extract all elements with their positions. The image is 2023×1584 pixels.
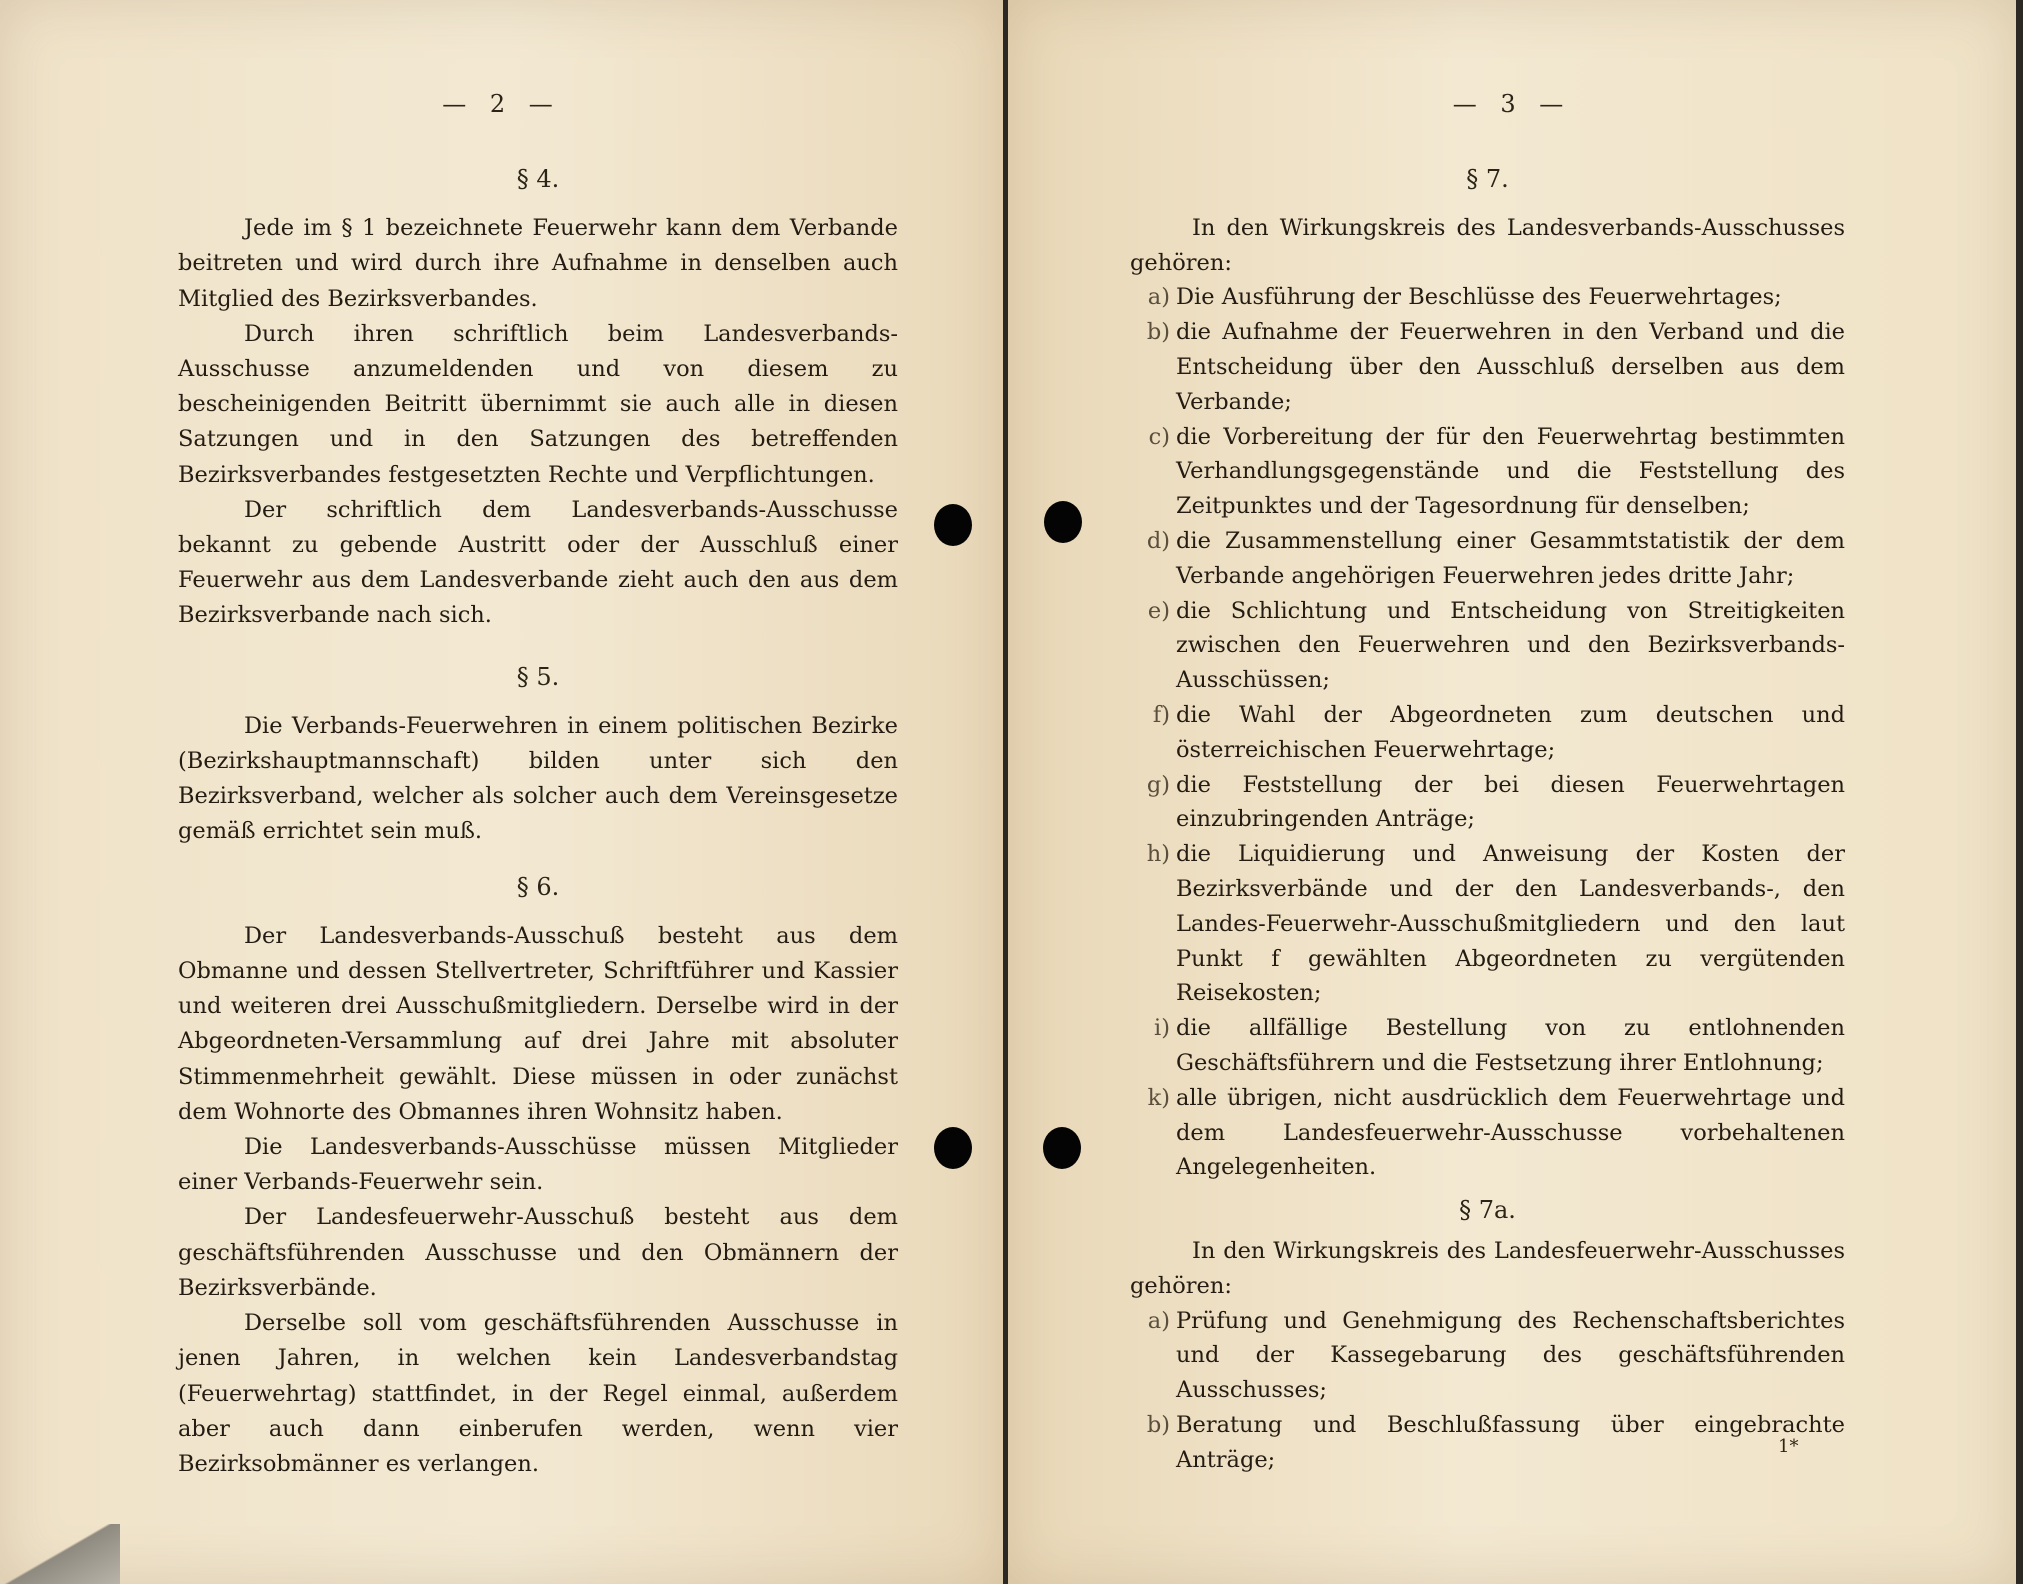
- punch-hole: [1044, 501, 1082, 543]
- section-6-heading: § 6.: [516, 872, 560, 901]
- section-5-paragraph-1: Die Verbands-Feuerwehren in einem politischen Bezirke (Bezirkshauptmannschaft) bilden unter sich den Bezirksverband, welcher als solcher auch dem Vereinsgesetze gemäß errichtet sein muß.: [178, 712, 898, 845]
- section-7a-list: [1130, 1304, 1845, 1478]
- list-item: b) die Aufnahme der Feuerwehren in den Verband und die Entscheidung über den Ausschluß derselben aus dem Verbande;: [1146, 319, 1845, 415]
- section-6-paragraph-3: Der Landesfeuerwehr-Ausschuß besteht aus dem geschäftsführenden Ausschusse und den Obmännern der Bezirksverbände.: [178, 1204, 898, 1301]
- list-item: h) die Liquidierung und Anweisung der Kosten der Bezirksverbände und der den Landesverbands-, den Landes-Feuerwehr-Ausschußmitgliedern und den laut Punkt f gewählten Abgeordneten zu vergütenden Reisekosten;: [1146, 841, 1845, 1007]
- list-item: c) die Vorbereitung der für den Feuerwehrtag bestimmten Verhandlungsgegenstände und die Feststellung des Zeitpunktes und der Tagesordnung für denselben;: [1148, 423, 1845, 520]
- section-7a-heading: § 7a.: [1459, 1196, 1516, 1225]
- signature-mark: 1*: [1778, 1436, 1799, 1457]
- list-item: f) die Wahl der Abgeordneten zum deutschen und österreichischen Feuerwehrtage;: [1152, 701, 1845, 763]
- section-4-heading: § 4.: [516, 165, 560, 193]
- list-item: d) die Zusammenstellung einer Gesammtstatistik der dem Verbande angehörigen Feuerwehren jedes dritte Jahr;: [1146, 527, 1845, 589]
- section-7a-intro: In den Wirkungskreis des Landesfeuerwehr-Ausschusses gehören:: [1130, 1237, 1845, 1299]
- list-item: a) Prüfung und Genehmigung des Rechenschaftsberichtes und der Kassegebarung des geschäftsführenden Ausschusses;: [1147, 1307, 1845, 1404]
- page-number-right: — 3 —: [1452, 90, 1572, 118]
- page-corner-fold: [0, 1524, 120, 1584]
- list-item: b) Beratung und Beschlußfassung über eingebrachte Anträge;: [1146, 1411, 1845, 1473]
- left-page-text: [178, 150, 898, 1482]
- section-7-heading: § 7.: [1466, 165, 1509, 193]
- section-6-paragraph-1: Der Landesverbands-Ausschuß besteht aus dem Obmanne und dessen Stellvertreter, Schriftführer und Kassier und weiteren drei Ausschußmitgliedern. Derselbe wird in der Abgeordneten-Versammlung auf drei Jahre mit absoluter Stimmenmehrheit gewählt. Diese müssen in oder zunächst dem Wohnorte des Obmannes ihren Wohnsitz haben.: [178, 922, 898, 1125]
- punch-hole: [934, 504, 972, 546]
- section-4-paragraph-1: Jede im § 1 bezeichnete Feuerwehr kann dem Verbande beitreten und wird durch ihre Aufnahme in denselben auch Mitglied des Bezirksverbandes.: [178, 215, 898, 312]
- page-number-left: — 2 —: [442, 90, 561, 118]
- section-7-list: [1130, 280, 1845, 1185]
- section-4-paragraph-2: Durch ihren schriftlich beim Landesverbands-Ausschusse anzumeldenden und von diesem zu bescheinigenden Beitritt übernimmt sie auch alle in diesen Satzungen und in den Satzungen des betreffenden Bezirksverbandes festgesetzten Rechte und Verpflichtungen.: [178, 320, 898, 488]
- section-4-paragraph-3: Der schriftlich dem Landesverbands-Ausschusse bekannt zu gebende Austritt oder der Ausschluß einer Feuerwehr aus dem Landesverbande zieht auch den aus dem Bezirksverbande nach sich.: [178, 496, 898, 629]
- list-item: e) die Schlichtung und Entscheidung von Streitigkeiten zwischen den Feuerwehren und den Bezirksverbands-Ausschüssen;: [1147, 597, 1845, 694]
- right-page-text: [1130, 150, 1845, 1477]
- punch-hole: [934, 1127, 972, 1169]
- punch-hole: [1043, 1127, 1081, 1169]
- section-7-intro: In den Wirkungskreis des Landesverbands-Ausschusses gehören:: [1130, 214, 1845, 276]
- list-item: k) alle übrigen, nicht ausdrücklich dem Feuerwehrtage und dem Landesfeuerwehr-Ausschusse vorbehaltenen Angelegenheiten.: [1147, 1084, 1845, 1181]
- section-6-paragraph-4: Derselbe soll vom geschäftsführenden Ausschusse in jenen Jahren, in welchen kein Landesverbandstag (Feuerwehrtag) stattfindet, in der Regel einmal, außerdem aber auch dann einberufen werden, wenn vier Bezirksobmänner es verlangen.: [178, 1310, 898, 1477]
- list-item: i) die allfällige Bestellung von zu entlohnenden Geschäftsführern und die Festsetzung ihrer Entlohnung;: [1154, 1015, 1845, 1076]
- list-item: a) Die Ausführung der Beschlüsse des Feuerwehrtages;: [1147, 284, 1782, 311]
- section-5-heading: § 5.: [516, 662, 560, 691]
- section-6-paragraph-2: Die Landesverbands-Ausschüsse müssen Mitglieder einer Verbands-Feuerwehr sein.: [178, 1134, 898, 1196]
- list-item: g) die Feststellung der bei diesen Feuerwehrtagen einzubringenden Anträge;: [1146, 771, 1845, 833]
